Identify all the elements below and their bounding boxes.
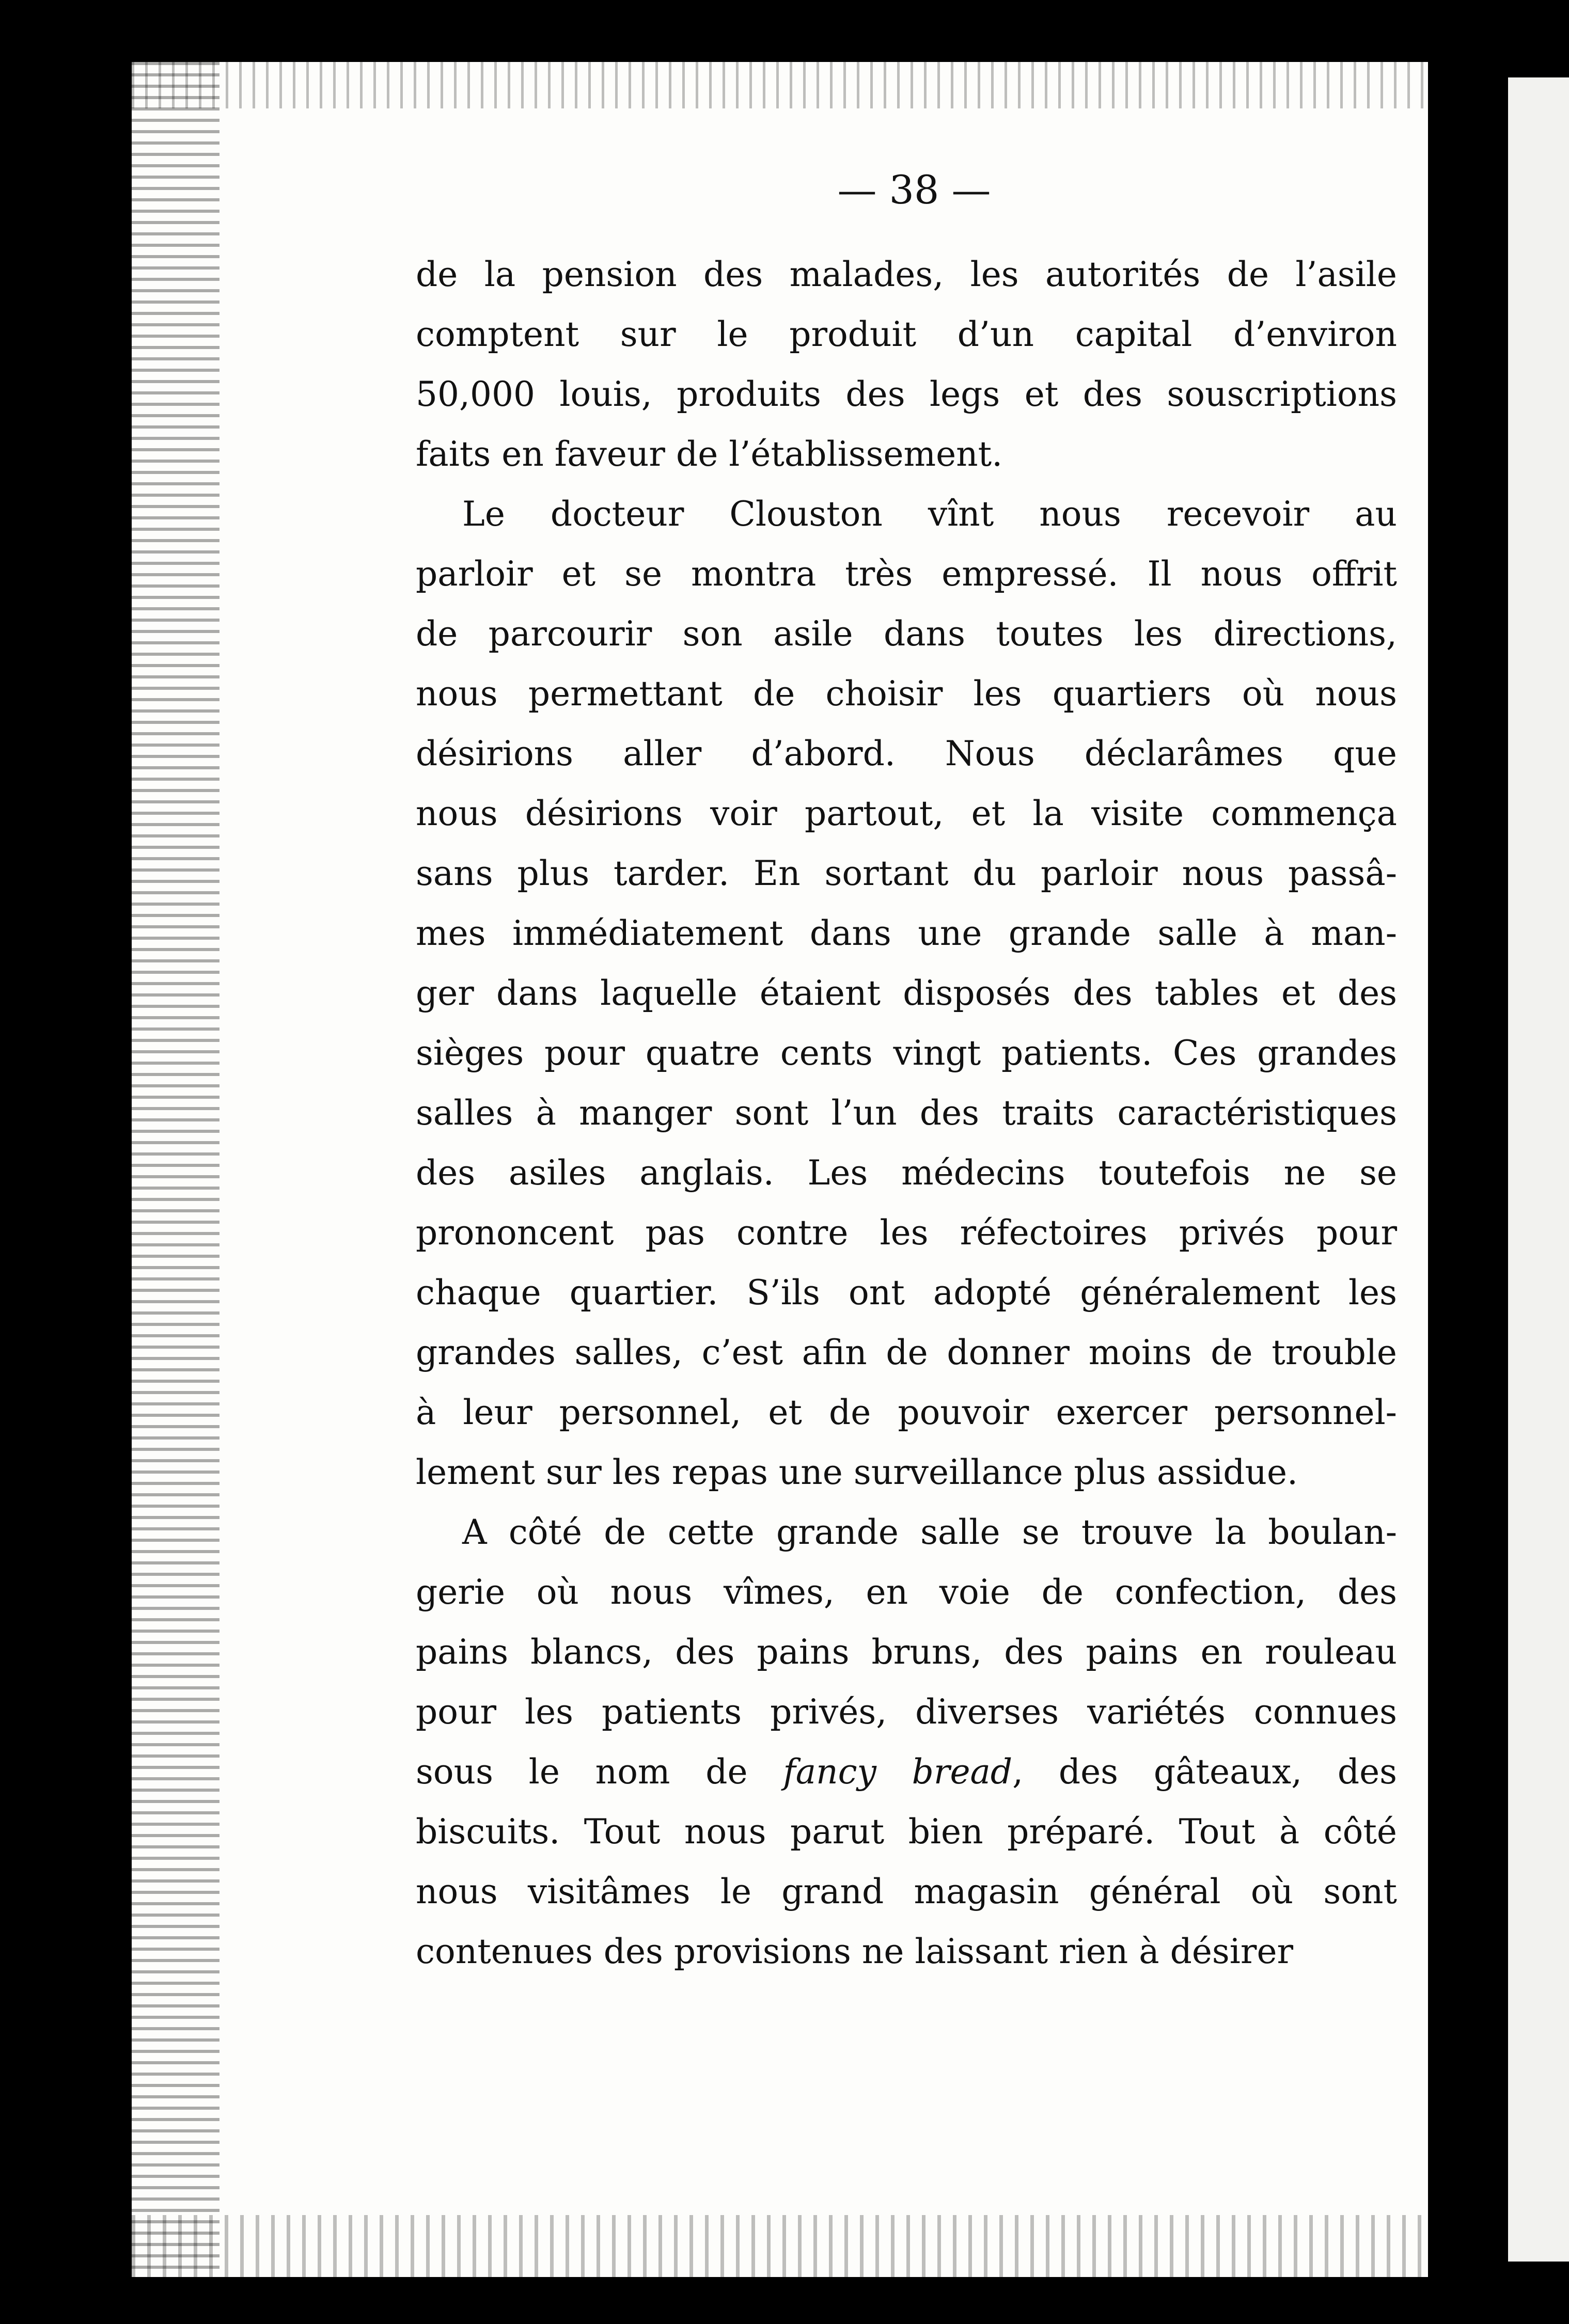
text-line: de parcourir son asile dans toutes les directions,	[416, 614, 1397, 654]
text-line: A côté de cette grande salle se trouve la boulan-	[462, 1512, 1397, 1552]
text-line: nous visitâmes le grand magasin général où sont	[416, 1872, 1397, 1911]
paragraph-3	[416, 1503, 1397, 1982]
text-line: de la pension des malades, les autorités de l’asile	[416, 255, 1397, 294]
body-text	[416, 245, 1397, 1982]
text-line: pains blancs, des pains bruns, des pains en rouleau	[416, 1632, 1397, 1672]
text-line: prononcent pas contre les réfectoires privés pour	[416, 1213, 1397, 1253]
text-line: grandes salles, c’est afin de donner moins de trouble	[416, 1333, 1397, 1372]
text-fragment: , des gâteaux, des	[1012, 1752, 1398, 1792]
text-line: salles à manger sont l’un des traits caractéristiques	[416, 1093, 1397, 1133]
text-line: nous permettant de choisir les quartiers où nous	[416, 674, 1397, 714]
text-line: pour les patients privés, diverses variétés connues	[416, 1692, 1397, 1732]
text-line: parloir et se montra très empressé. Il nous offrit	[416, 554, 1397, 594]
text-line: comptent sur le produit d’un capital d’environ	[416, 314, 1397, 354]
text-line: sièges pour quatre cents vingt patients. Ces grandes	[416, 1033, 1397, 1073]
scan-noise-left	[132, 62, 219, 2277]
text-line: biscuits. Tout nous parut bien préparé. Tout à côté	[416, 1812, 1397, 1852]
text-fragment: sous le nom de	[416, 1752, 783, 1792]
text-line: Le docteur Clouston vînt nous recevoir au	[462, 494, 1397, 534]
paragraph-1	[416, 245, 1397, 484]
text-line: sans plus tarder. En sortant du parloir nous passâ-	[416, 853, 1397, 893]
text-line: nous désirions voir partout, et la visite commença	[416, 794, 1397, 833]
text-line: chaque quartier. S’ils ont adopté généralement les	[416, 1273, 1397, 1313]
scan-noise-top	[132, 62, 1428, 108]
text-line: des asiles anglais. Les médecins toutefois ne se	[416, 1153, 1397, 1193]
text-line: ger dans laquelle étaient disposés des tables et des	[416, 973, 1397, 1013]
text-line: mes immédiatement dans une grande salle à man-	[416, 913, 1397, 953]
text-line: faits en faveur de l’établissement.	[416, 434, 1003, 474]
gutter-shadow	[1498, 77, 1509, 2262]
text-line-mixed	[416, 1742, 1397, 1802]
text-line: 50,000 louis, produits des legs et des souscriptions	[416, 374, 1397, 414]
paragraph-2	[416, 484, 1397, 1503]
text-line: à leur personnel, et de pouvoir exercer personnel-	[416, 1393, 1397, 1432]
scan-noise-bottom	[132, 2215, 1428, 2277]
page-number: — 38 —	[837, 167, 991, 213]
text-line: désirions aller d’abord. Nous déclarâmes que	[416, 734, 1397, 773]
text-line: lement sur les repas une surveillance plus assidue.	[416, 1452, 1298, 1492]
adjacent-page-edge	[1508, 77, 1569, 2262]
text-line: gerie où nous vîmes, en voie de confection, des	[416, 1572, 1397, 1612]
text-line: contenues des provisions ne laissant rien à désirer	[416, 1932, 1294, 1971]
italic-term: fancy bread	[783, 1752, 1013, 1792]
